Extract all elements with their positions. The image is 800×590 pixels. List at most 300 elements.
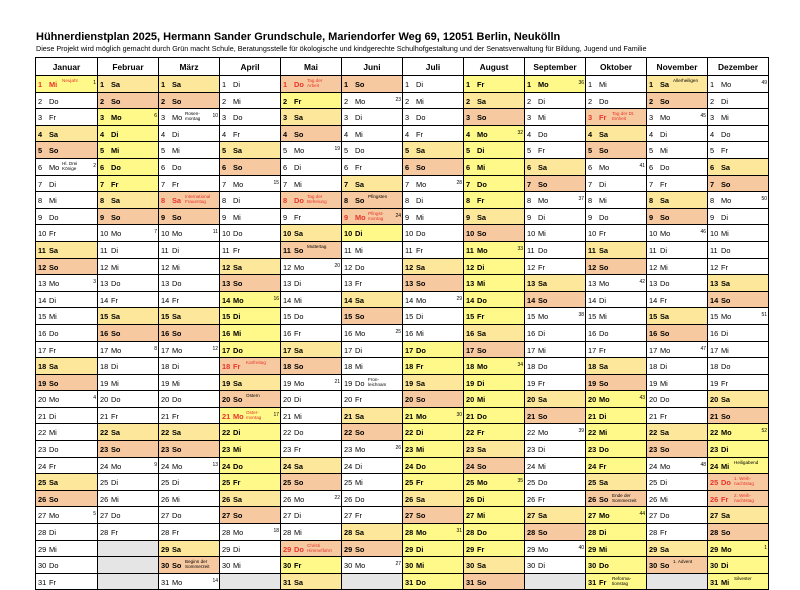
day-cell [525,391,586,408]
empty-day-cell [220,573,281,590]
day-cell [403,125,464,142]
weekday: So [477,577,487,587]
day-row [36,374,769,391]
day-number: 1 [527,80,532,89]
week-number: 16 [273,295,279,302]
day-number: 17 [283,345,292,355]
day-number: 14 [466,295,475,305]
day-number: 30 [283,561,292,571]
weekday: So [355,544,365,554]
weekday: Mi [538,461,546,471]
day-number: 16 [283,328,292,338]
day-cell [525,125,586,142]
weekday: Mi [294,528,302,538]
day-cell [220,275,281,292]
weekday: Mi [599,196,607,206]
weekday: Di [355,113,362,123]
day-number: 22 [710,428,719,438]
day-cell [525,76,586,93]
day-cell [159,407,220,424]
day-cell [159,324,220,341]
day-cell [464,175,525,192]
day-number: 26 [344,494,353,504]
weekday: So [477,113,487,123]
day-cell [525,225,586,242]
day-number: 10 [283,229,292,239]
day-number: 3 [38,113,43,123]
calendar [35,57,769,590]
weekday: Sa [294,113,304,123]
day-number: 7 [710,179,715,189]
day-number: 2 [710,96,715,106]
day-number: 28 [344,528,353,538]
weekday: Fr [233,362,241,372]
day-cell [586,125,647,142]
day-cell [586,225,647,242]
day-number: 23 [588,445,597,455]
day-number: 14 [100,295,109,305]
weekday: Di [599,411,607,421]
day-row [36,324,769,341]
day-number: 4 [38,129,43,139]
weekday: Fr [111,528,118,538]
day-cell [342,142,403,159]
day-cell [464,341,525,358]
day-number: 23 [283,445,292,455]
weekday: Mo [416,179,427,189]
day-cell [342,524,403,541]
weekday: Mi [599,80,607,89]
weekday: Sa [416,378,426,388]
day-cell [525,258,586,275]
holiday-note: Allerheiligen [673,78,699,83]
day-cell [586,441,647,458]
day-cell [98,358,159,375]
day-number: 31 [38,577,47,587]
day-number: 28 [222,528,231,538]
day-cell [403,308,464,325]
day-number: 18 [344,362,353,372]
week-number: 10 [212,113,218,120]
weekday: Fr [233,129,240,139]
weekday: Sa [721,395,731,405]
weekday: So [660,445,670,455]
day-number: 5 [222,146,227,156]
weekday: Mo [49,511,60,521]
day-cell [586,374,647,391]
day-cell [220,557,281,574]
week-number: 1 [764,544,767,551]
holiday-note: Christi Himmelfahrt [307,542,332,553]
day-number: 19 [283,378,292,388]
day-cell [647,474,708,491]
weekday: Fr [477,428,485,438]
day-number: 8 [161,196,166,206]
day-cell [159,291,220,308]
day-number: 28 [283,528,292,538]
day-cell [525,158,586,175]
day-cell [525,424,586,441]
day-number: 20 [527,395,536,405]
day-cell [342,308,403,325]
day-cell [464,557,525,574]
weekday: So [111,96,121,106]
holiday-note: International Frauentag [185,194,211,205]
day-number: 5 [588,146,593,156]
day-number: 18 [405,362,414,372]
day-cell [464,507,525,524]
day-cell [586,557,647,574]
weekday: Do [355,378,365,388]
weekday: Sa [538,395,548,405]
day-number: 24 [649,461,658,471]
day-number: 5 [710,146,715,156]
day-number: 4 [527,129,532,139]
day-cell [281,225,342,242]
weekday: Sa [111,312,121,322]
day-number: 15 [283,312,292,322]
day-cell [281,474,342,491]
day-cell [281,441,342,458]
day-number: 26 [466,494,475,504]
day-cell [525,507,586,524]
day-cell [220,241,281,258]
weekday: Fr [599,577,607,587]
day-row [36,158,769,175]
day-number: 4 [344,129,349,139]
day-number: 22 [466,428,475,438]
day-number: 6 [283,162,288,172]
weekday: Do [599,445,609,455]
day-number: 24 [405,461,414,471]
day-number: 9 [527,212,532,222]
day-cell [98,308,159,325]
weekday: Do [233,461,243,471]
day-cell [98,324,159,341]
weekday: Do [477,528,487,538]
day-cell [586,507,647,524]
weekday: So [111,212,121,222]
day-row [36,407,769,424]
week-number: 28 [456,179,462,186]
day-number: 22 [100,428,109,438]
weekday: Di [172,478,179,488]
day-number: 9 [588,212,593,222]
day-cell [342,557,403,574]
day-number: 1 [649,80,654,89]
day-cell [708,424,769,441]
day-cell [98,407,159,424]
day-number: 25 [405,478,414,488]
day-number: 25 [710,478,719,488]
weekday: Fr [233,245,240,255]
day-row [36,291,769,308]
day-number: 22 [161,428,170,438]
day-number: 11 [405,245,413,255]
day-cell [281,109,342,126]
weekday: Fr [538,378,545,388]
day-cell [525,358,586,375]
weekday: Mi [111,262,119,272]
weekday: Fr [477,312,485,322]
weekday: Mi [599,428,608,438]
day-number: 29 [649,544,658,554]
day-cell [647,208,708,225]
weekday: Fr [660,179,667,189]
week-number: 26 [395,445,401,452]
day-number: 17 [588,345,597,355]
day-cell [281,158,342,175]
weekday: So [49,146,59,156]
weekday: Fr [538,146,545,156]
day-number: 26 [38,494,47,504]
weekday: Do [355,494,365,504]
weekday: Mi [111,146,120,156]
day-cell [159,158,220,175]
day-row [36,391,769,408]
day-cell [586,275,647,292]
day-number: 10 [710,229,719,239]
day-cell [464,540,525,557]
weekday: So [294,245,304,255]
page-subtitle: Diese Projekt wird möglich gemacht durch Grün macht Schule, Beratungsstelle für ökologische und kindgerechte Schulhofgestaltung und der Senatsverwaltung für Bildung, Jugend und Familie [36,44,647,53]
weekday: Mi [355,129,363,139]
day-number: 20 [344,395,353,405]
day-number: 2 [405,96,410,106]
day-cell [586,291,647,308]
day-number: 30 [649,561,658,571]
weekday: Sa [416,146,426,156]
day-number: 13 [588,279,597,289]
day-cell [647,557,708,574]
day-number: 14 [222,295,231,305]
week-number: 51 [761,312,767,319]
day-row [36,308,769,325]
day-cell [464,258,525,275]
day-cell [403,490,464,507]
weekday: Sa [477,445,487,455]
weekday: Mi [111,494,119,504]
day-number: 28 [161,528,170,538]
week-number: 13 [212,461,218,468]
day-number: 4 [649,129,654,139]
day-number: 5 [283,146,288,156]
day-cell [220,524,281,541]
day-number: 19 [100,378,109,388]
weekday: Mi [49,544,57,554]
week-number: 23 [395,96,401,103]
day-cell [159,175,220,192]
day-number: 12 [283,262,292,272]
day-cell [647,424,708,441]
weekday: Mo [416,295,427,305]
day-cell [281,490,342,507]
day-row [36,192,769,209]
day-cell [342,474,403,491]
day-number: 28 [527,528,536,538]
day-row [36,275,769,292]
day-number: 27 [100,511,109,521]
day-cell [403,324,464,341]
day-number: 13 [344,279,353,289]
weekday: So [416,511,426,521]
weekday: Di [477,378,485,388]
weekday: So [416,279,426,289]
day-cell [647,324,708,341]
day-cell [708,540,769,557]
week-number: 14 [212,577,218,584]
weekday: Sa [233,262,243,272]
day-number: 11 [710,245,718,255]
day-number: 8 [527,196,532,206]
weekday: Fr [416,362,424,372]
day-number: 23 [649,445,658,455]
weekday: Mo [538,80,549,89]
day-number: 13 [100,279,109,289]
day-number: 30 [527,561,536,571]
day-cell [464,391,525,408]
day-cell [342,258,403,275]
weekday: Do [599,212,609,222]
weekday: So [111,445,121,455]
day-cell [525,374,586,391]
weekday: So [172,96,182,106]
weekday: Mi [49,312,57,322]
weekday: Sa [49,129,59,139]
weekday: Do [477,179,487,189]
day-number: 15 [466,312,475,322]
day-number: 8 [405,196,410,206]
day-number: 18 [710,362,719,372]
holiday-note: Rosen- montag [185,111,201,122]
day-number: 9 [222,212,227,222]
week-number: 50 [761,196,767,203]
day-cell [708,142,769,159]
day-row [36,557,769,574]
weekday: So [172,561,182,571]
day-cell [647,175,708,192]
day-number: 14 [344,295,353,305]
day-number: 20 [161,395,170,405]
weekday: Do [599,561,609,571]
weekday: Sa [355,179,365,189]
day-number: 27 [222,511,231,521]
day-number: 16 [344,328,353,338]
day-row [36,76,769,93]
day-cell [525,341,586,358]
day-number: 25 [38,478,47,488]
weekday: Mo [49,279,60,289]
day-row [36,225,769,242]
week-number: 19 [334,146,340,153]
day-cell [342,241,403,258]
weekday: Di [355,345,362,355]
day-cell [586,192,647,209]
day-cell [647,158,708,175]
day-number: 24 [344,461,353,471]
weekday: Di [233,196,240,206]
day-row [36,507,769,524]
weekday: Fr [599,345,606,355]
weekday: Fr [294,445,301,455]
day-number: 12 [161,262,170,272]
holiday-note: Ostern [246,393,260,399]
day-cell [708,175,769,192]
day-cell [220,142,281,159]
day-number: 25 [100,478,109,488]
weekday: Di [599,295,606,305]
day-number: 27 [344,511,353,521]
day-number: 1 [344,80,349,89]
day-number: 13 [38,279,47,289]
day-number: 2 [283,96,288,106]
weekday: Fr [355,511,362,521]
weekday: Mi [172,262,180,272]
weekday: Mo [477,478,488,488]
day-cell [220,125,281,142]
day-cell [525,192,586,209]
weekday: Sa [233,494,243,504]
weekday: Do [416,229,426,239]
day-cell [98,275,159,292]
day-number: 31 [710,577,719,587]
weekday: Di [233,544,240,554]
day-cell [98,291,159,308]
day-number: 21 [527,411,536,421]
day-number: 24 [38,461,47,471]
day-number: 9 [466,212,471,222]
day-number: 23 [161,445,170,455]
day-cell [708,341,769,358]
weekday: So [721,528,731,538]
month-header: Dezember [708,58,769,76]
day-cell [586,341,647,358]
day-number: 15 [222,312,231,322]
weekday: So [172,328,182,338]
weekday: Fr [294,328,301,338]
weekday: Mo [538,312,549,322]
day-cell [708,474,769,491]
day-number: 28 [100,528,109,538]
weekday: Di [477,262,485,272]
day-number: 27 [527,511,536,521]
day-cell [281,308,342,325]
weekday: So [355,196,365,206]
day-number: 19 [222,378,231,388]
weekday: Mi [538,345,546,355]
week-number: 46 [700,229,706,236]
day-cell [708,192,769,209]
month-header: Februar [98,58,159,76]
day-cell [342,358,403,375]
weekday: Sa [172,428,182,438]
day-number: 26 [222,494,231,504]
day-cell [342,225,403,242]
day-cell [159,192,220,209]
day-cell [586,324,647,341]
weekday: Fr [538,494,545,504]
day-cell [98,109,159,126]
day-number: 21 [405,411,414,421]
day-number: 9 [649,212,654,222]
day-cell [464,92,525,109]
day-number: 27 [649,511,658,521]
day-cell [36,109,98,126]
weekday: Mi [477,511,486,521]
week-number: 35 [517,478,523,485]
day-cell [525,308,586,325]
day-cell [464,374,525,391]
